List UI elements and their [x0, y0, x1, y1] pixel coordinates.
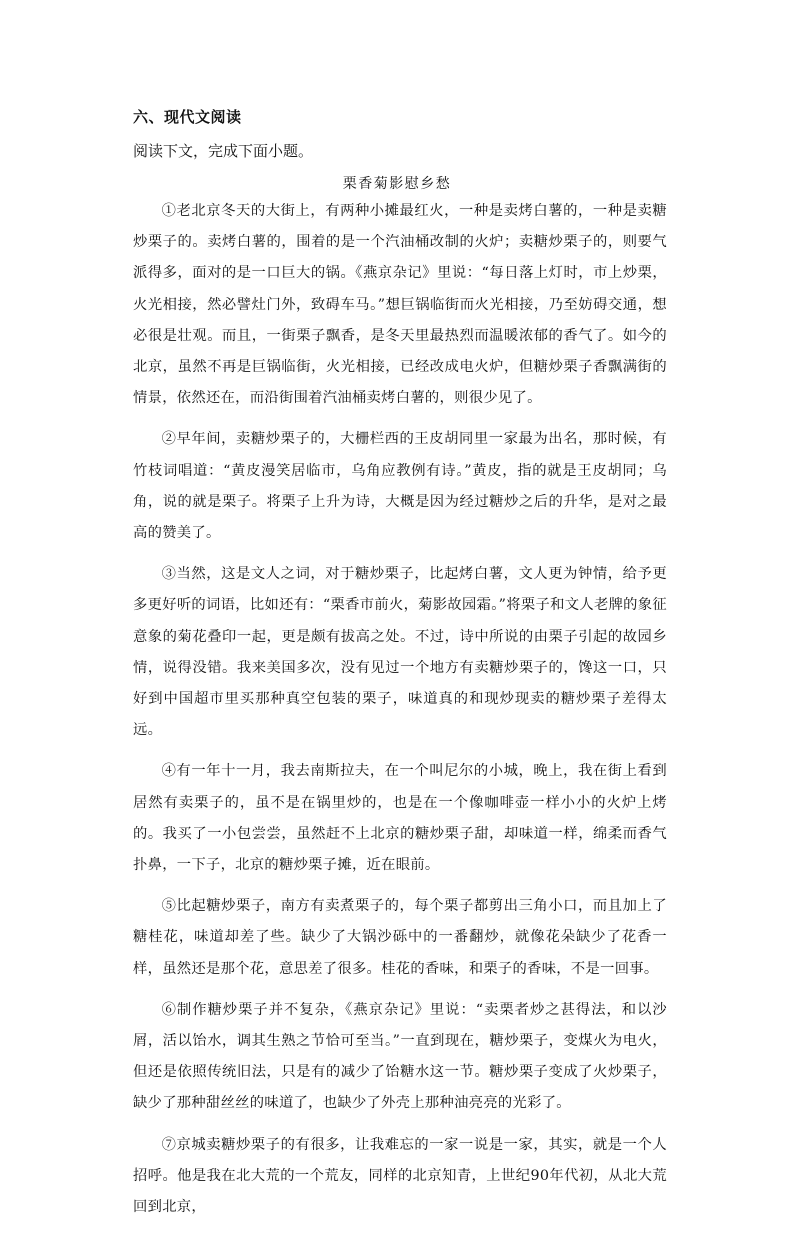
paragraph-7: ⑦京城卖糖炒栗子的有很多，让我难忘的一家一说是一家，其实，就是一个人招呼。他是我在北大荒的一个荒友，同样的北京知青，上世纪90年代初，从北大荒回到北京， [133, 1136, 667, 1216]
paragraph-3: ③当然，这是文人之词，对于糖炒栗子，比起烤白薯，文人更为钟情，给予更多更好听的词语，比如还有：“栗香市前火，菊影故园霜。”将栗子和文人老牌的象征意象的菊花叠印一起，更是颇有拔高之处。不过，诗中所说的由栗子引起的故园乡情，说得没错。我来美国多次，没有见过一个地方有卖糖炒栗子的，馋这一口，只好到中国超市里买那种真空包装的栗子，味道真的和现炒现卖的糖炒栗子差得太远。 [133, 566, 667, 739]
paragraph-5: ⑤比起糖炒栗子，南方有卖煮栗子的，每个栗子都剪出三角小口，而且加上了糖桂花，味道却差了些。缺少了大锅沙砾中的一番翻炒，就像花朵缺少了花香一样，虽然还是那个花，意思差了很多。桂花的香味，和栗子的香味，不是一回事。 [133, 898, 667, 977]
paragraph-4: ④有一年十一月，我去南斯拉夫，在一个叫尼尔的小城，晚上，我在街上看到居然有卖栗子的，虽不是在锅里炒的，也是在一个像咖啡壶一样小小的火炉上烤的。我买了一小包尝尝，虽然赶不上北京的糖炒栗子甜，却味道一样，绵柔而香气扑鼻，一下子，北京的糖炒栗子摊，近在眼前。 [133, 763, 667, 874]
article-title: 栗香菊影慰乡愁 [342, 176, 452, 192]
reading-instruction: 阅读下文，完成下面小题。 [133, 142, 314, 160]
article-body [133, 196, 667, 1233]
paragraph-1: ①老北京冬天的大街上，有两种小摊最红火，一种是卖烤白薯的，一种是卖糖炒栗子的。卖烤白薯的，围着的是一个汽油桶改制的火炉；卖糖炒栗子的，则要气派得多，面对的是一口巨大的锅。《燕京杂记》里说：“每日落上灯时，市上炒栗，火光相接，然必譬灶门外，致碍车马。”想巨锅临街而火光相接，乃至妨碍交通，想必很是壮观。而且，一街栗子飘香，是冬天里最热烈而温暖浓郁的香气了。如今的北京，虽然不再是巨锅临街，火光相接，已经改成电火炉，但糖炒栗子香飘满街的情景，依然还在，而沿街围着汽油桶卖烤白薯的，则很少见了。 [133, 203, 667, 407]
paragraph-2: ②早年间，卖糖炒栗子的，大栅栏西的王皮胡同里一家最为出名，那时候，有竹枝词唱道：“黄皮漫笑居临市，乌角应教例有诗。”黄皮，指的就是王皮胡同；乌角，说的就是栗子。将栗子上升为诗，大概是因为经过糖炒之后的升华，是对之最高的赞美了。 [133, 431, 667, 542]
paragraph-6: ⑥制作糖炒栗子并不复杂，《燕京杂记》里说：“卖栗者炒之甚得法，和以沙屑，活以饴水，调其生熟之节恰可至当。”一直到现在，糖炒栗子，变煤火为电火，但还是依照传统旧法，只是有的减少了饴糖水这一节。糖炒栗子变成了火炒栗子，缺少了那种甜丝丝的味道了，也缺少了外壳上那种油亮亮的光彩了。 [133, 1001, 667, 1112]
section-title: 六、现代文阅读 [133, 108, 242, 126]
